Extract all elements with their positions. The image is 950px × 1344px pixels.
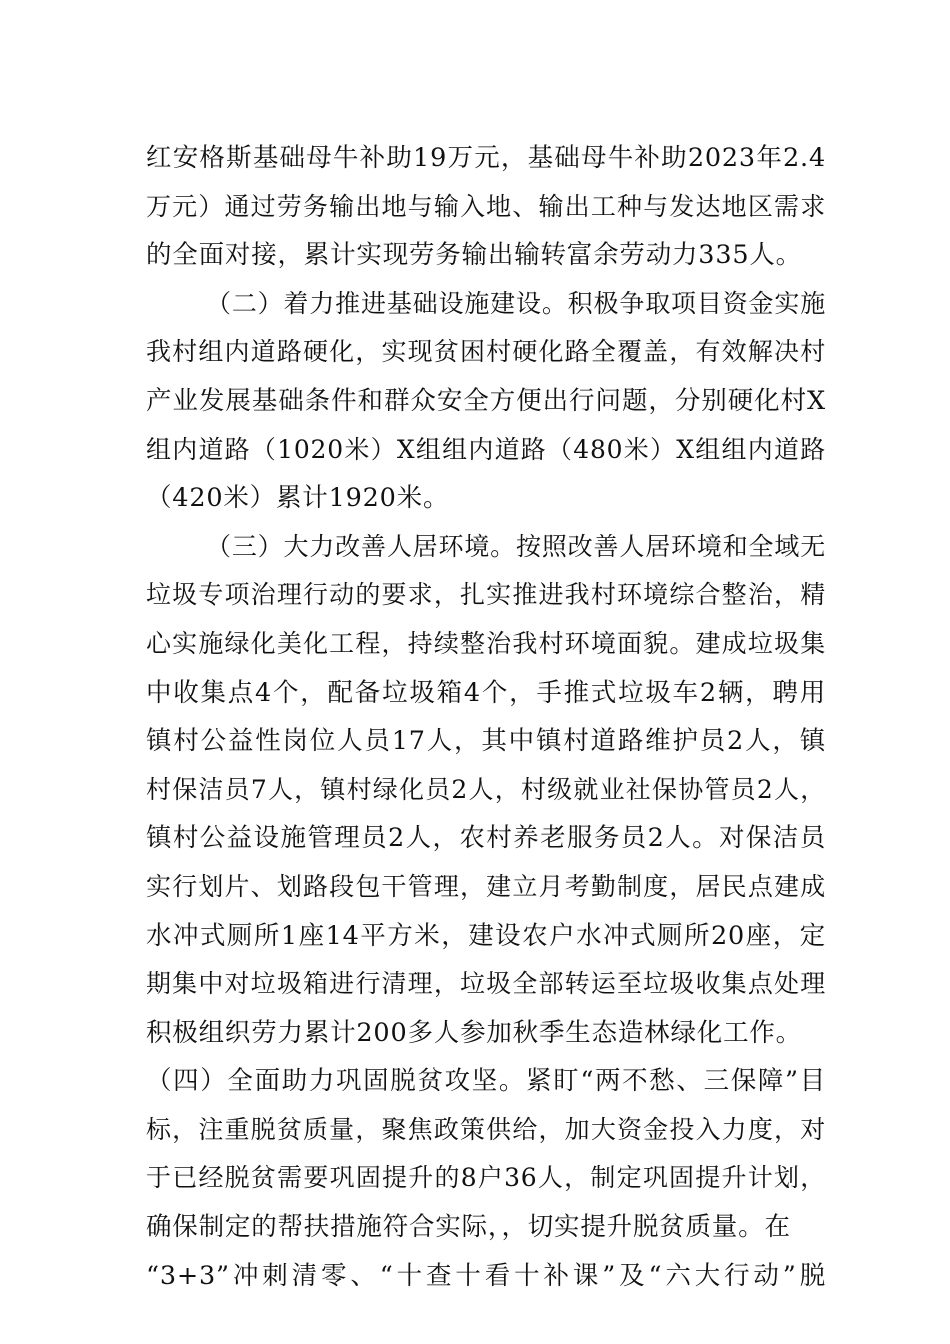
text-line: 的全面对接，累计实现劳务输出输转富余劳动力335人。 <box>146 240 802 271</box>
text-line: 组内道路（1020米）X组组内道路（480米）X组组内道路 <box>146 434 826 464</box>
text-line: “3+3”冲刺清零、“十查十看十补课”及“六大行动”脱 <box>146 1260 826 1291</box>
text-line: 积极组织劳力累计200多人参加秋季生态造林绿化工作。 <box>146 1017 802 1048</box>
text-line: 心实施绿化美化工程，持续整治我村环境面貌。建成垃圾集 <box>146 628 826 658</box>
text-line: 实行划片、划路段包干管理，建立月考勤制度，居民点建成 <box>146 871 826 901</box>
text-line: （四）全面助力巩固脱贫攻坚。紧盯“两不愁、三保障”目 <box>146 1066 826 1097</box>
text-line: 我村组内道路硬化，实现贫困村硬化路全覆盖，有效解决村 <box>146 337 826 367</box>
text-line: （三）大力改善人居环境。按照改善人居环境和全域无 <box>206 531 826 561</box>
text-line: （420米）累计1920米。 <box>146 483 450 514</box>
document-body <box>146 134 826 1300</box>
text-line: 产业发展基础条件和群众安全方便出行问题，分别硬化村X <box>146 385 826 416</box>
text-line: 标，注重脱贫质量，聚焦政策供给，加大资金投入力度，对 <box>146 1114 826 1144</box>
text-line: 水冲式厕所1座14平方米，建设农户水冲式厕所20座，定 <box>146 920 826 951</box>
text-line: 镇村公益设施管理员2人，农村养老服务员2人。对保洁员 <box>146 823 826 854</box>
text-line: 红安格斯基础母牛补助19万元，基础母牛补助2023年2.4 <box>146 143 826 173</box>
text-line: 中收集点4个，配备垃圾箱4个，手推式垃圾车2辆，聘用 <box>146 677 826 708</box>
text-line: 期集中对垃圾箱进行清理，垃圾全部转运至垃圾收集点处理 <box>146 969 826 999</box>
text-line: 垃圾专项治理行动的要求，扎实推进我村环境综合整治，精 <box>146 580 826 610</box>
text-line: 村保洁员7人，镇村绿化员2人，村级就业社保协管员2人， <box>146 774 826 804</box>
text-line: 镇村公益性岗位人员17人，其中镇村道路维护员2人，镇 <box>146 726 826 757</box>
text-line: 万元）通过劳务输出地与输入地、输出工种与发达地区需求 <box>146 191 826 221</box>
text-line: （二）着力推进基础设施建设。积极争取项目资金实施 <box>206 288 826 318</box>
text-line: 确保制定的帮扶措施符合实际，，切实提升脱贫质量。在 <box>146 1212 791 1243</box>
text-line: 于已经脱贫需要巩固提升的8户36人，制定巩固提升计划， <box>146 1163 826 1193</box>
